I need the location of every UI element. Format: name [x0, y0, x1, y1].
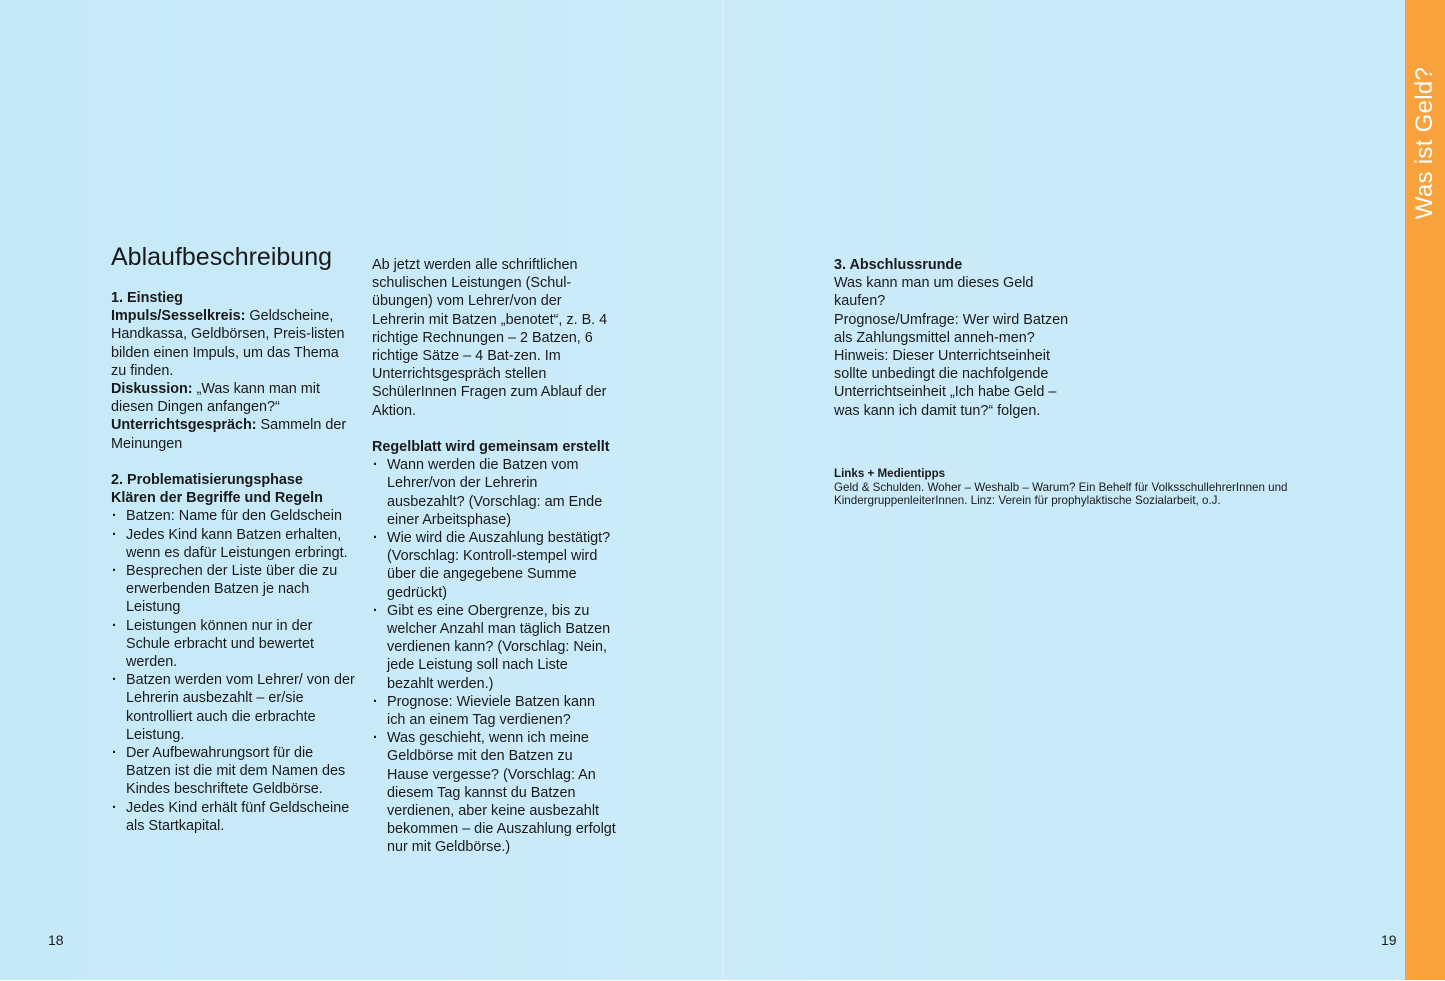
list-item: · Gibt es eine Obergrenze, bis zu welcher Anzahl man täglich Batzen verdienen kann? (Vorschlag: Nein, jede Leistung soll nach Liste bezahlt werden.) [372, 602, 617, 693]
chapter-title-vertical [1405, 48, 1445, 238]
chapter-title-text: Was ist Geld? [1411, 66, 1439, 220]
regelblatt-title: Regelblatt wird gemeinsam erstellt [372, 439, 610, 456]
section3-title: 3. Abschlussrunde [834, 257, 963, 273]
list-item: · Jedes Kind erhält fünf Geldscheine als Startkapital. [111, 799, 356, 835]
list-item: · Jedes Kind kann Batzen erhalten, wenn es dafür Leistungen erbringt. [111, 526, 356, 562]
list-item: · Was geschieht, wenn ich meine Geldbörse mit den Batzen zu Hause vergesse? (Vorschlag: An diesem Tag kannst du Batzen verdienen, aber keine ausbezahlt bekommen – die Auszahlung erfolgt nur mit Geldbörse.) [372, 729, 617, 856]
diskussion-text: „Was kann man mit diesen Dingen anfangen?“ [111, 381, 320, 416]
list-item: · Batzen werden vom Lehrer/ von der Lehrerin ausbezahlt – er/sie kontrolliert auch die erbrachte Leistung. [111, 671, 356, 744]
diskussion-label: Diskussion: [111, 381, 193, 398]
section3-line: Hinweis: Dieser Unterrichtseinheit sollte unbedingt die nachfolgende Unterrichtseinheit „Ich habe Geld – was kann ich damit tun?“ folgen. [834, 348, 1057, 419]
page-heading: Ablaufbeschreibung [111, 243, 332, 271]
left-column [111, 242, 356, 835]
list-item: · Leistungen können nur in der Schule erbracht und bewertet werden. [111, 617, 356, 672]
links-text: Geld & Schulden. Woher – Weshalb – Warum? Ein Behelf für VolksschullehrerInnen und KindergruppenleiterInnen. Linz: Verein für prophylaktische Sozialarbeit, o.J. [834, 480, 1288, 507]
middle-column [372, 256, 617, 857]
section3-line: Was kann man um dieses Geld kaufen? [834, 275, 1034, 310]
section2-bullet-list [111, 507, 356, 835]
section1-title: 1. Einstieg [111, 290, 183, 306]
impuls-paragraph [111, 307, 356, 380]
links-title: Links + Medientipps [834, 467, 946, 480]
list-item: · Batzen: Name für den Geldschein [111, 507, 356, 525]
section3-line: Prognose/Umfrage: Wer wird Batzen als Zahlungsmittel anneh-men? [834, 311, 1069, 346]
intro-paragraph: Ab jetzt werden alle schriftlichen schulischen Leistungen (Schul-übungen) vom Lehrer/von der Lehrerin mit Batzen „benotet“, z. B. 4 richtige Rechnungen – 2 Batzen, 6 richtige Sätze – 4 Bat-zen. Im Unterrichtsgespräch stellen SchülerInnen Fragen zum Ablauf der Aktion. [372, 257, 608, 419]
list-item: · Prognose: Wieviele Batzen kann ich an einem Tag verdienen? [372, 693, 617, 729]
gespraech-label: Unterrichtsgespräch: [111, 417, 257, 434]
diskussion-paragraph [111, 380, 356, 416]
links-block [834, 467, 1334, 508]
impuls-label: Impuls/Sesselkreis: [111, 308, 246, 325]
list-item: · Wann werden die Batzen vom Lehrer/von der Lehrerin ausbezahlt? (Vorschlag: am Ende einer Arbeitsphase) [372, 456, 617, 529]
list-item: · Wie wird die Auszahlung bestätigt? (Vorschlag: Kontroll-stempel wird über die angegebene Summe gedrückt) [372, 529, 617, 602]
page-fold [722, 0, 723, 980]
right-column [834, 256, 1074, 420]
impuls-text: Geldscheine, Handkassa, Geldbörsen, Preis-listen bilden einen Impuls, um das Thema zu finden. [111, 308, 345, 379]
gespraech-text: Sammeln der Meinungen [111, 417, 347, 452]
page-number-right: 19 [1381, 932, 1397, 948]
gespraech-paragraph [111, 416, 356, 452]
list-item: · Der Aufbewahrungsort für die Batzen ist die mit dem Namen des Kindes beschriftete Geldbörse. [111, 744, 356, 799]
page-number-left: 18 [48, 932, 64, 948]
list-item: · Besprechen der Liste über die zu erwerbenden Batzen je nach Leistung [111, 562, 356, 617]
regelblatt-bullet-list [372, 456, 617, 856]
section2-title: 2. Problematisierungsphase [111, 472, 303, 489]
section2-subtitle: Klären der Begriffe und Regeln [111, 490, 323, 507]
